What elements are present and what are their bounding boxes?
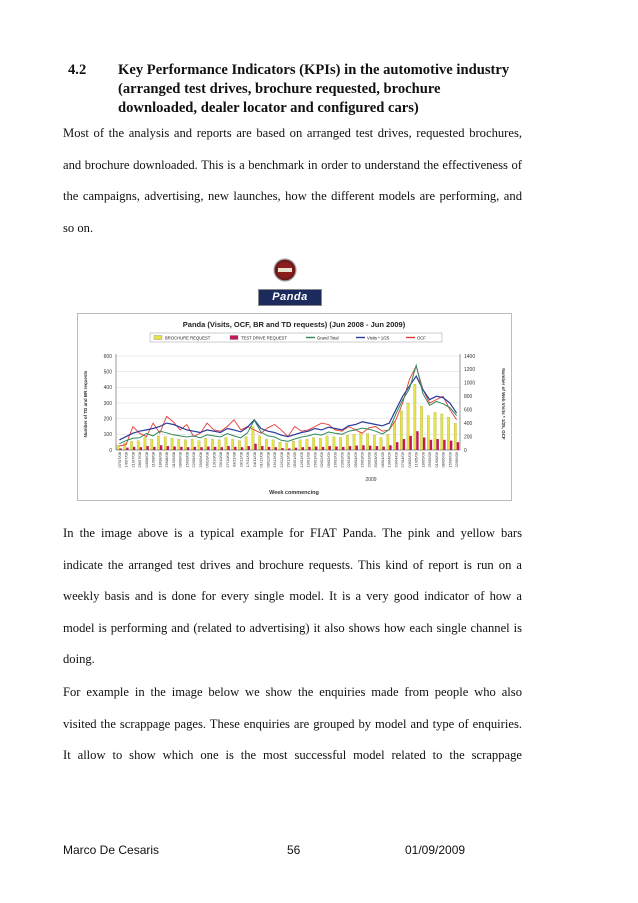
test-drive-bar	[308, 447, 310, 450]
brochure-bar	[130, 441, 132, 450]
chart-lines	[119, 365, 456, 446]
test-drive-bar	[389, 445, 391, 450]
legend-swatch	[230, 336, 238, 340]
x-tick-label: 20/10/08	[218, 451, 223, 468]
visits-line	[119, 376, 456, 440]
brochure-bar	[272, 440, 274, 450]
brochure-bar	[204, 438, 206, 450]
x-tick-label: 23/02/09	[339, 452, 345, 468]
test-drive-bar	[261, 446, 263, 450]
paragraph-line: It allow to show which one is the most successful model related to the scrappage	[63, 748, 522, 762]
test-drive-bar	[227, 446, 229, 450]
brochure-bar	[245, 437, 247, 450]
x-tick-label: 22/06/09	[454, 451, 460, 468]
x-tick-label: 06/10/08	[204, 452, 210, 468]
x-tick-label: 15/06/09	[447, 452, 453, 468]
legend-label: OCF	[417, 335, 426, 341]
x-tick-label: 28/07/08	[137, 451, 143, 468]
panda-badge-label: Panda	[272, 291, 308, 303]
paragraph-chart-explanation	[63, 518, 522, 676]
test-drive-bar	[315, 447, 317, 450]
y2-tick-label: 800	[464, 394, 473, 401]
x-tick-label: 25/05/09	[427, 451, 433, 468]
x-tick-label: 20/04/09	[393, 451, 399, 468]
paragraph-line: Most of the analysis and reports are based on arranged test drives, requested brochures,	[63, 126, 522, 140]
x-tick-label: 27/04/09	[400, 452, 406, 468]
y2-tick-label: 1000	[464, 380, 476, 387]
y-tick-label: 500	[103, 369, 112, 376]
test-drive-bar	[329, 446, 331, 450]
x-tick-label: 04/08/08	[143, 452, 149, 468]
test-drive-bar	[403, 439, 405, 450]
brochure-bar	[319, 438, 321, 450]
brochure-bar	[387, 434, 389, 450]
brochure-bar	[124, 443, 126, 450]
paragraph-intro	[63, 118, 522, 244]
x-tick-label: 29/12/08	[285, 452, 291, 468]
y-tick-label: 100	[103, 432, 112, 439]
brochure-bar	[164, 437, 166, 450]
y2-tick-label: 1200	[464, 367, 476, 374]
test-drive-bar	[275, 447, 277, 450]
y-tick-label: 200	[103, 416, 112, 423]
section-title-line: (arranged test drives, brochure requested, brochure	[118, 81, 441, 97]
test-drive-bar	[409, 436, 411, 450]
brochure-bar	[231, 439, 233, 450]
brochure-bar	[427, 416, 429, 450]
x-tick-label: 16/02/09	[332, 451, 338, 468]
paragraph-line: the campaigns, advertising, new launches, how the different models are performing, and	[63, 189, 522, 203]
test-drive-bar	[234, 447, 236, 450]
brochure-bar	[171, 438, 173, 450]
chart-y2-axis-label: Number of Web Visits * 1/25, OCF	[501, 368, 506, 440]
test-drive-bar	[221, 447, 223, 450]
brochure-bar	[279, 442, 281, 450]
test-drive-bar	[322, 447, 324, 450]
test-drive-bar	[241, 447, 243, 450]
test-drive-bar	[457, 442, 459, 450]
x-tick-label: 10/11/08	[238, 452, 244, 468]
test-drive-bar	[436, 439, 438, 450]
legend-label: BROCHURE REQUEST	[165, 335, 211, 341]
y-tick-label: 300	[103, 400, 112, 407]
section-title	[118, 61, 538, 118]
brochure-bar	[258, 436, 260, 450]
test-drive-bar	[295, 448, 297, 450]
paragraph-line: model is performing and (related to advertising) it also shows how each single channel is	[63, 620, 522, 635]
test-drive-bar	[254, 444, 256, 450]
test-drive-bar	[356, 446, 358, 450]
grand-total-line	[119, 365, 456, 443]
test-drive-bar	[160, 445, 162, 450]
test-drive-bar	[369, 446, 371, 450]
brochure-bar	[265, 439, 267, 450]
test-drive-bar	[133, 447, 135, 450]
chart-year-marker: 2009	[365, 477, 377, 483]
brochure-bar	[312, 437, 314, 450]
y-tick-label: 400	[103, 385, 112, 392]
section-title-line: Key Performance Indicators (KPIs) in the automotive industry	[118, 62, 510, 78]
chart-y-axis-label: Number of TD and BR requests	[83, 370, 88, 438]
brochure-bar	[191, 439, 193, 450]
x-tick-label: 24/11/08	[251, 452, 257, 468]
test-drive-bar	[167, 446, 169, 450]
chart-legend	[150, 333, 442, 342]
paragraph-line: and brochure downloaded. This is a benchmark in order to understand the effectiveness of	[63, 157, 522, 172]
x-tick-label: 01/06/09	[433, 452, 439, 468]
footer-page-number: 56	[287, 843, 301, 857]
x-tick-label: 27/10/08	[224, 452, 230, 468]
section-number: 4.2	[68, 62, 87, 78]
paragraph-line: visited the scrappage pages. These enquiries are grouped by model and type of enquiries.	[63, 716, 522, 731]
x-tick-label: 30/03/09	[373, 452, 379, 468]
brochure-bar	[380, 437, 382, 450]
paragraph-line: so on.	[63, 220, 94, 235]
y2-tick-label: 200	[464, 434, 473, 441]
brochure-bar	[366, 434, 368, 450]
chart-axes	[104, 354, 476, 468]
x-tick-label: 08/12/08	[265, 452, 271, 468]
brochure-bar	[353, 434, 355, 450]
test-drive-bar	[200, 447, 202, 450]
test-drive-bar	[430, 440, 432, 450]
brochure-bar	[137, 441, 139, 450]
x-tick-label: 06/04/09	[379, 451, 385, 468]
x-tick-label: 19/01/09	[305, 451, 311, 468]
brochure-bar	[414, 384, 416, 450]
x-tick-label: 15/12/08	[272, 451, 277, 468]
test-drive-bar	[396, 442, 398, 450]
brochure-bar	[333, 437, 335, 450]
x-tick-label: 03/11/08	[231, 451, 237, 468]
brochure-bar	[151, 439, 153, 450]
chart-x-axis-label: Week commencing	[269, 490, 319, 496]
panda-chart	[77, 313, 512, 501]
legend-label: TEST DRIVE REQUEST	[241, 335, 287, 341]
brochure-bar	[373, 435, 375, 450]
test-drive-bar	[207, 447, 209, 450]
x-tick-label: 08/06/09	[440, 451, 446, 468]
brochure-bar	[434, 412, 436, 450]
brochure-bar	[400, 411, 402, 450]
brochure-bar	[407, 403, 409, 450]
y2-tick-label: 1400	[464, 353, 476, 360]
test-drive-bar	[268, 447, 270, 450]
paragraph-line: weekly basis and is done for every single model. It is a very good indicator of how a	[63, 589, 522, 603]
test-drive-bar	[146, 446, 148, 450]
test-drive-bar	[126, 448, 128, 450]
brochure-bar	[393, 422, 395, 450]
x-tick-label: 15/09/08	[184, 451, 190, 468]
x-tick-label: 02/03/09	[346, 451, 352, 468]
paragraph-line: In the image above is a typical example for FIAT Panda. The pink and yellow bars	[63, 526, 522, 540]
x-tick-label: 09/03/09	[353, 452, 358, 468]
x-tick-label: 21/07/08	[130, 452, 136, 468]
brochure-bar	[299, 440, 301, 450]
x-tick-label: 12/01/09	[299, 452, 304, 468]
legend-swatch	[154, 336, 162, 340]
test-drive-bar	[450, 441, 452, 450]
x-tick-label: 26/01/09	[312, 452, 318, 468]
brochure-bar	[157, 436, 159, 450]
test-drive-bar	[140, 447, 142, 450]
x-tick-label: 25/08/08	[164, 452, 170, 468]
brochure-bar	[225, 437, 227, 450]
brochure-bar	[441, 414, 443, 450]
y-tick-label: 600	[103, 353, 112, 360]
x-tick-label: 18/05/09	[420, 451, 426, 468]
x-tick-label: 23/03/09	[366, 451, 372, 468]
chart-svg	[78, 314, 511, 500]
brochure-bar	[447, 417, 449, 450]
x-tick-label: 08/09/08	[177, 452, 183, 468]
x-tick-label: 04/05/09	[406, 451, 412, 468]
x-tick-label: 07/07/08	[116, 452, 122, 468]
brochure-bar	[144, 437, 146, 450]
test-drive-bar	[443, 440, 445, 450]
test-drive-bar	[180, 447, 182, 450]
x-tick-label: 09/02/09	[326, 452, 331, 468]
x-tick-label: 01/09/08	[170, 451, 176, 468]
y-tick-label: 0	[109, 447, 112, 454]
paragraph-line: For example in the image below we show the enquiries made from people who also	[63, 685, 522, 699]
footer-date: 01/09/2009	[405, 843, 466, 857]
test-drive-bar	[335, 447, 337, 450]
brochure-bar	[198, 441, 200, 450]
x-tick-label: 01/12/08	[258, 451, 264, 468]
brochure-bar	[346, 435, 348, 450]
x-tick-label: 14/07/08	[123, 451, 129, 468]
test-drive-bar	[173, 447, 175, 450]
x-tick-label: 11/05/09	[413, 452, 419, 468]
brochure-bar	[454, 423, 456, 450]
x-tick-label: 17/11/08	[245, 451, 250, 468]
test-drive-bar	[187, 447, 189, 450]
brochure-bar	[420, 406, 422, 450]
test-drive-bar	[302, 447, 304, 450]
test-drive-bar	[153, 447, 155, 450]
test-drive-bar	[342, 447, 344, 450]
x-tick-label: 29/09/08	[197, 451, 203, 468]
brochure-bar	[117, 445, 119, 450]
test-drive-bar	[194, 447, 196, 450]
brochure-bar	[218, 440, 220, 450]
x-tick-label: 05/01/09	[292, 451, 298, 468]
x-tick-label: 16/03/09	[359, 452, 365, 468]
brochure-bar	[360, 433, 362, 450]
y2-tick-label: 400	[464, 420, 473, 427]
test-drive-bar	[423, 437, 425, 450]
x-tick-label: 02/02/09	[319, 451, 325, 468]
brochure-bar	[285, 443, 287, 450]
test-drive-bar	[362, 445, 364, 450]
test-drive-bar	[416, 431, 418, 450]
brochure-bar	[184, 440, 186, 450]
brochure-bar	[306, 439, 308, 450]
x-tick-label: 11/08/08	[150, 452, 156, 468]
test-drive-bar	[248, 446, 250, 450]
section-title-line: downloaded, dealer locator and configured cars)	[118, 100, 419, 116]
panda-badge	[258, 289, 322, 306]
legend-label: Visits * 1/25	[367, 335, 390, 341]
footer-author: Marco De Cesaris	[63, 843, 160, 857]
legend-label: Grand Total	[317, 335, 339, 341]
brochure-bar	[339, 437, 341, 450]
y2-tick-label: 600	[464, 407, 473, 414]
x-tick-label: 22/09/08	[191, 452, 197, 468]
test-drive-bar	[349, 446, 351, 450]
test-drive-bar	[214, 447, 216, 450]
test-drive-bar	[382, 447, 384, 450]
fiat-logo-icon	[273, 258, 297, 282]
paragraph-scrappage	[63, 677, 522, 772]
x-tick-label: 22/12/08	[278, 452, 284, 468]
paragraph-line: indicate the arranged test drives and brochure requests. This kind of report is run on a	[63, 557, 522, 572]
paragraph-line: doing.	[63, 652, 95, 666]
x-tick-label: 13/04/09	[386, 452, 392, 468]
brochure-bar	[326, 436, 328, 450]
x-tick-label: 18/08/08	[157, 451, 163, 468]
brochure-bar	[238, 441, 240, 450]
x-tick-label: 13/10/08	[211, 451, 217, 468]
brochure-bar	[211, 439, 213, 450]
test-drive-bar	[376, 446, 378, 450]
brochure-bar	[292, 441, 294, 450]
chart-title: Panda (Visits, OCF, BR and TD requests) (Jun 2008 - Jun 2009)	[182, 320, 406, 329]
brochure-bar	[178, 439, 180, 450]
y2-tick-label: 0	[464, 447, 467, 454]
